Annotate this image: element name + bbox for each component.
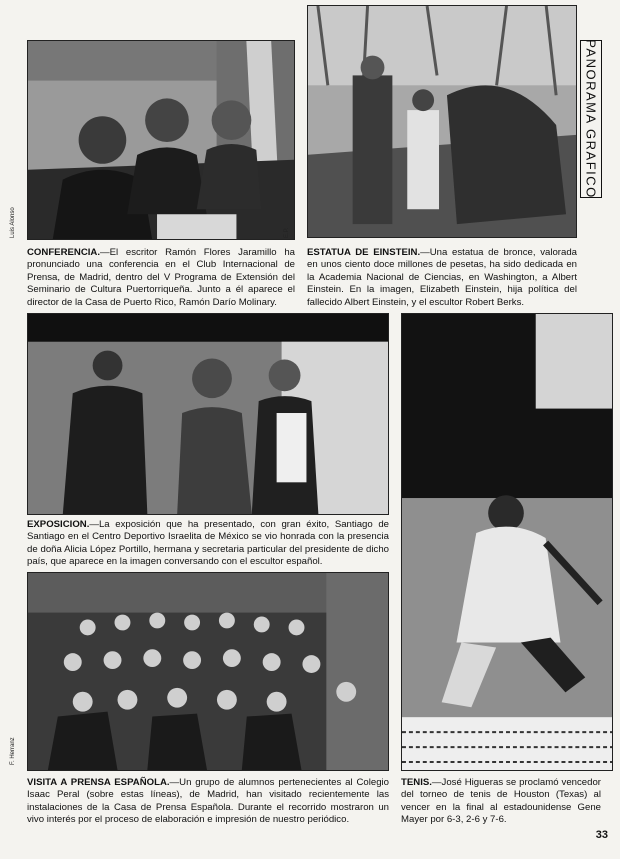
- caption-visita-title: VISITA A PRENSA ESPAÑOLA.: [27, 777, 170, 788]
- photo-estatua-einstein: [307, 5, 577, 238]
- photo-visita-prensa: [27, 572, 389, 771]
- caption-conferencia: [27, 247, 295, 309]
- photo-exposicion: [27, 313, 389, 515]
- caption-conferencia-title: CONFERENCIA.: [27, 247, 101, 258]
- page-number: 33: [595, 829, 608, 841]
- photo-credit-visita: F. Herranz: [10, 737, 16, 765]
- caption-visita: [27, 777, 389, 827]
- caption-estatua-title: ESTATUA DE EINSTEIN.: [307, 247, 421, 258]
- caption-tenis-title: TENIS.: [401, 777, 432, 788]
- caption-exposicion: [27, 519, 389, 569]
- caption-exposicion-text: —La exposición que ha presentado, con gran éxito, Santiago de Santiago en el Centro Deportivo Israelita de México se vio honrada con la presencia de doña Alicia López Portillo, hermana y secretaria particular del presidente de dicho país, que aparece en la imagen conversando con el escultor español.: [27, 519, 389, 568]
- section-title: [580, 40, 602, 198]
- caption-tenis: [401, 777, 601, 827]
- section-title-text: PANORAMA GRAFICO: [583, 39, 599, 199]
- caption-tenis-text: —José Higueras se proclamó vencedor del torneo de tenis de Houston (Texas) al vencer en la final al estadounidense Gene Mayer por 6-3, 2-6 y 7-6.: [401, 777, 601, 826]
- caption-visita-text: —Un grupo de alumnos pertenecientes al Colegio Isaac Peral (sobre estas líneas), de Madrid, han visitado recientemente las instalaciones de la Casa de Prensa Española. Durante el recorrido mostraron un vivo interés por el proceso de elaboración e impresión de nuestro periódico.: [27, 777, 389, 826]
- caption-estatua-text: —Una estatua de bronce, valorada en unos ciento doce millones de pesetas, ha sido dedicada en la Academia Nacional de Ciencias, en Washington, a Albert Einstein. En la imagen, Elizabeth Einstein, hija política del fallecido Albert Einstein, y el escultor Robert Berks.: [307, 247, 578, 308]
- photo-tenis: [401, 313, 613, 771]
- caption-exposicion-title: EXPOSICION.: [27, 519, 90, 530]
- caption-estatua: [307, 247, 577, 309]
- photo-credit-conferencia-right: E.P.: [284, 227, 290, 238]
- photo-credit-conferencia: Luis Alonso: [10, 207, 16, 238]
- caption-conferencia-text: —El escritor Ramón Flores Jaramillo ha pronunciado una conferencia en el Club Internacional de Prensa, de Madrid, dentro del V Programa de Extensión del Seminario de Cultura Puertorriqueña. Junto a él aparece el director de la Casa de Puerto Rico, Ramón Darío Molinary.: [27, 247, 295, 308]
- photo-conferencia: [27, 40, 295, 240]
